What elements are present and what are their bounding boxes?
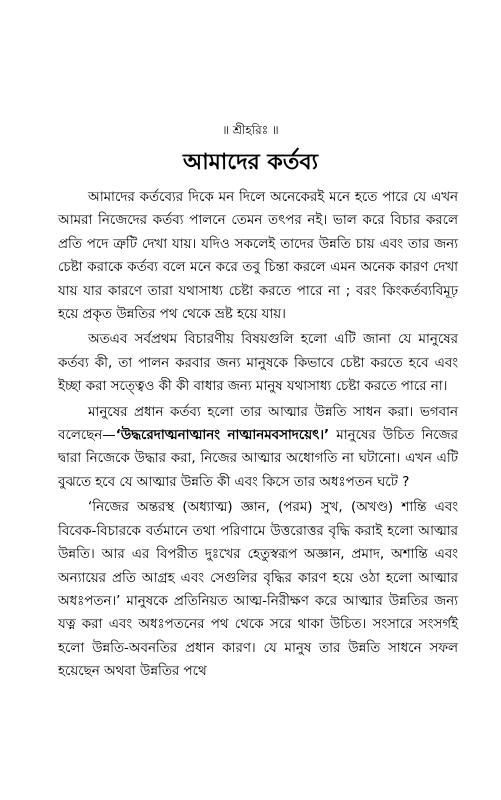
paragraph-3-rest: মানুষের উচিত নিজের দ্বারা নিজেকে উদ্ধার করা, নিজের আত্মার অধোগতি না ঘটানো। এখন এটি বুঝতে হবে যে আত্মার উন্নতি কী এবং কিসে তার অধঃপতন ঘটে ?: [58, 428, 458, 490]
chapter-title: আমাদের কর্তব্য: [183, 150, 318, 175]
paragraph-4: ‘নিজের অন্তরস্থ (অধ্যাত্ম) জ্ঞান, (পরম) সুখ, (অখণ্ড) শান্তি এবং বিবেক-বিচারকে বর্তমানে তথা পরিণামে উত্তরোত্তর বৃদ্ধি করাই হলো আত্মার উন্নতি। আর এর বিপরীত দুঃখের হেতুস্বরূপ অজ্ঞান, প্রমাদ, অশান্তি এবং অন্যায়ের প্রতি আগ্রহ এবং সেগুলির বৃদ্ধির কারণ হয়ে ওঠা হলো আত্মার অধঃপতন।’ মানুষকে প্রতিনিয়ত আত্ম-নিরীক্ষণ করে আত্মার উন্নতির জন্য যত্ন করা এবং অধঃপতনের পথ থেকে সরে থাকা উচিত। সংসারে সংসর্গই হলো উন্নতি-অবনতির প্রধান কারণ। যে মানুষ তার উন্নতি সাধনে সফল হয়েছেন অথবা উন্নতির পথে: [58, 500, 458, 680]
paragraph-2: অতএব সর্বপ্রথম বিচারণীয় বিষয়গুলি হলো এটি জানা যে মানুষের কর্তব্য কী, তা পালন করবার জন্য মানুষকে কিভাবে চেষ্টা করতে হবে এবং ইচ্ছা করা সত্ত্বেও কী কী বাধার জন্য মানুষ যথাসাধ্য চেষ্টা করতে পারে না।: [58, 332, 458, 395]
gita-quote: ‘উদ্ধরেদাত্মনাত্মানং নাত্মানমবসাদয়েৎ।’: [115, 428, 330, 444]
body-text: [58, 186, 458, 684]
invocation-heading: ॥ শ্রীহরিঃ ॥: [222, 123, 279, 137]
paragraph-1: আমাদের কর্তব্যের দিকে মন দিলে অনেকেরই মনে হতে পারে যে এখন আমরা নিজেদের কর্তব্য পালনে তেমন তৎপর নই। ভাল করে বিচার করলে প্রতি পদে ত্রুটি দেখা যায়। যদিও সকলেই তাদের উন্নতি চায় এবং তার জন্য চেষ্টা করাকে কর্তব্য বলে মনে করে তবু চিন্তা করলে এমন অনেক কারণ দেখা যায় যার কারণে তারা যথাসাধ্য চেষ্টা করতে পারে না ; বরং কিংকর্তব্যবিমূঢ় হয়ে প্রকৃত উন্নতির পথ থেকে ভ্রষ্ট হয়ে যায়।: [58, 190, 458, 323]
paragraph-3: [58, 401, 458, 495]
paragraph-3-lead: মানুষের প্রধান কর্তব্য হলো তার আত্মার উন্নতি সাধন করা। ভগবান বলেছেন—: [58, 404, 458, 444]
